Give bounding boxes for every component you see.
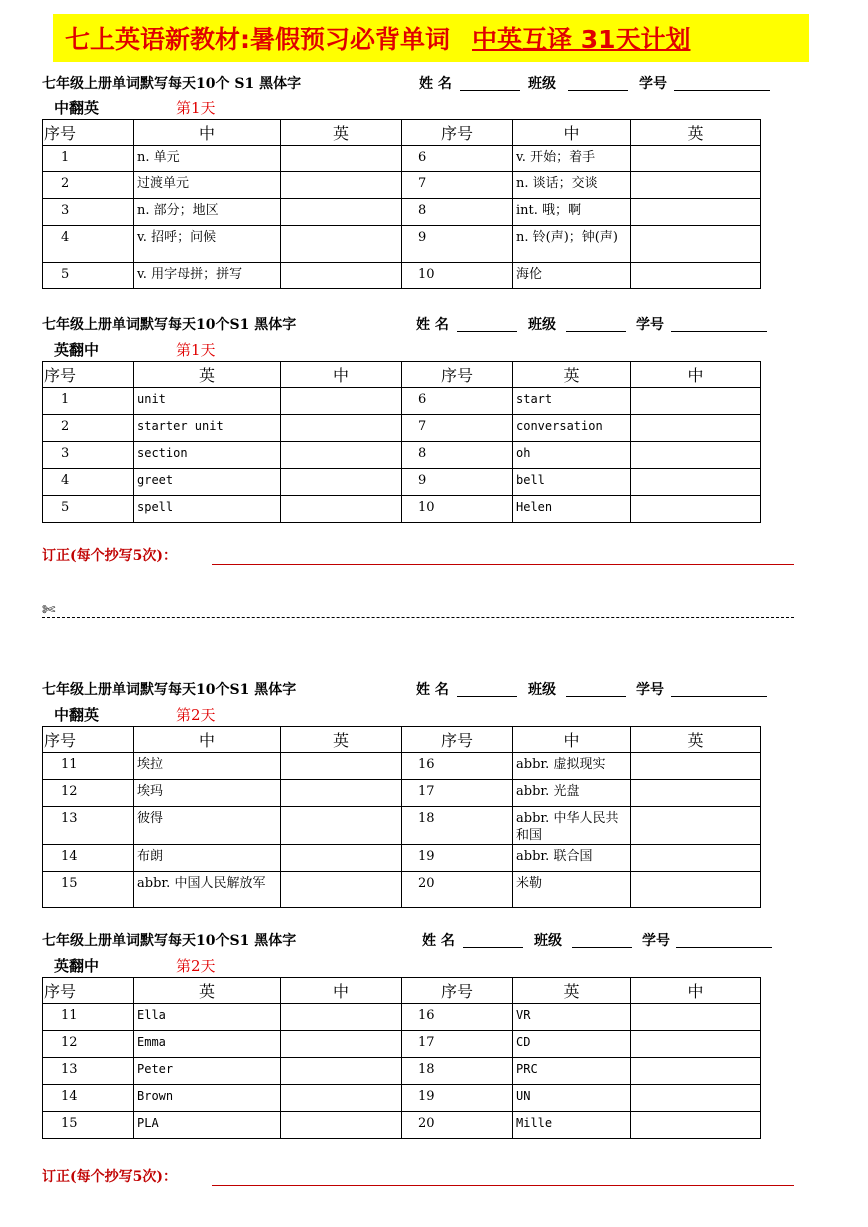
row-number: 20 <box>402 872 513 908</box>
class-line[interactable] <box>566 331 626 332</box>
vocab-table-day2-en <box>42 977 761 1139</box>
prompt-cell: abbr. 中华人民共和国 <box>513 807 631 845</box>
prompt-cell: 过渡单元 <box>134 172 281 199</box>
row-number: 6 <box>402 146 513 172</box>
table-row <box>43 1004 761 1031</box>
prompt-cell: UN <box>513 1085 631 1112</box>
table-row <box>43 415 761 442</box>
answer-cell[interactable] <box>631 226 761 263</box>
prompt-cell: abbr. 联合国 <box>513 845 631 872</box>
row-number: 1 <box>43 146 134 172</box>
id-line[interactable] <box>671 331 767 332</box>
section-header <box>42 679 782 699</box>
section-header <box>42 73 782 93</box>
prompt-cell: CD <box>513 1031 631 1058</box>
name-label: 姓 名 <box>416 682 449 698</box>
row-number: 7 <box>402 172 513 199</box>
row-number: 18 <box>402 1058 513 1085</box>
prompt-cell: 米勒 <box>513 872 631 908</box>
class-line[interactable] <box>566 696 626 697</box>
id-line[interactable] <box>676 947 772 948</box>
prompt-cell: int. 哦；啊 <box>513 199 631 226</box>
row-number: 13 <box>43 807 134 845</box>
row-number: 4 <box>43 469 134 496</box>
table-row <box>43 1031 761 1058</box>
col-header-en: 英 <box>134 362 281 388</box>
answer-cell[interactable] <box>281 1112 402 1139</box>
name-line[interactable] <box>463 947 523 948</box>
answer-cell[interactable] <box>281 388 402 415</box>
col-header-seq: 序号 <box>43 362 134 388</box>
row-number: 11 <box>43 1004 134 1031</box>
table-row <box>43 226 761 263</box>
col-header-en: 英 <box>134 978 281 1004</box>
answer-cell[interactable] <box>631 442 761 469</box>
table-row <box>43 872 761 908</box>
row-number: 9 <box>402 469 513 496</box>
name-line[interactable] <box>460 90 520 91</box>
prompt-cell: oh <box>513 442 631 469</box>
row-number: 20 <box>402 1112 513 1139</box>
row-number: 15 <box>43 1112 134 1139</box>
answer-cell[interactable] <box>631 780 761 807</box>
answer-cell[interactable] <box>281 872 402 908</box>
answer-cell[interactable] <box>281 415 402 442</box>
prompt-cell: PLA <box>134 1112 281 1139</box>
row-number: 19 <box>402 845 513 872</box>
prompt-cell: 彼得 <box>134 807 281 845</box>
col-header-seq: 序号 <box>43 978 134 1004</box>
answer-cell[interactable] <box>281 1058 402 1085</box>
answer-cell[interactable] <box>631 146 761 172</box>
prompt-cell: Mille <box>513 1112 631 1139</box>
prompt-cell: Brown <box>134 1085 281 1112</box>
answer-cell[interactable] <box>631 753 761 780</box>
col-header-zh: 中 <box>631 978 761 1004</box>
table-row <box>43 172 761 199</box>
row-number: 15 <box>43 872 134 908</box>
prompt-cell: n. 谈话；交谈 <box>513 172 631 199</box>
col-header-zh: 中 <box>281 362 402 388</box>
col-header-seq: 序号 <box>402 727 513 753</box>
row-number: 3 <box>43 199 134 226</box>
table-header-row <box>43 978 761 1004</box>
answer-cell[interactable] <box>631 263 761 289</box>
id-label: 学号 <box>642 933 670 949</box>
table-row <box>43 146 761 172</box>
row-number: 19 <box>402 1085 513 1112</box>
class-label: 班级 <box>528 682 556 698</box>
row-number: 5 <box>43 496 134 523</box>
name-line[interactable] <box>457 331 517 332</box>
row-number: 12 <box>43 780 134 807</box>
day-label: 第1天 <box>176 341 216 359</box>
answer-cell[interactable] <box>631 1112 761 1139</box>
row-number: 14 <box>43 1085 134 1112</box>
prompt-cell: 埃拉 <box>134 753 281 780</box>
id-line[interactable] <box>671 696 767 697</box>
answer-cell[interactable] <box>281 199 402 226</box>
correction-label: 订正(每个抄写5次)： <box>42 548 177 564</box>
table-row <box>43 1112 761 1139</box>
table-row <box>43 496 761 523</box>
scissors-icon: ✄ <box>42 600 56 619</box>
table-row <box>43 469 761 496</box>
page-banner <box>53 14 809 62</box>
answer-cell[interactable] <box>281 1004 402 1031</box>
prompt-cell: n. 部分；地区 <box>134 199 281 226</box>
answer-cell[interactable] <box>281 1031 402 1058</box>
prompt-cell: start <box>513 388 631 415</box>
answer-cell[interactable] <box>631 845 761 872</box>
row-number: 18 <box>402 807 513 845</box>
col-header-zh: 中 <box>513 727 631 753</box>
col-header-en: 英 <box>513 978 631 1004</box>
table-header-row <box>43 727 761 753</box>
table-header-row <box>43 120 761 146</box>
col-header-en: 英 <box>281 727 402 753</box>
row-number: 6 <box>402 388 513 415</box>
answer-cell[interactable] <box>631 1004 761 1031</box>
prompt-cell: 海伦 <box>513 263 631 289</box>
col-header-zh: 中 <box>281 978 402 1004</box>
banner-subtitle: 中英互译 31天计划 <box>472 25 691 54</box>
answer-cell[interactable] <box>631 388 761 415</box>
prompt-cell: Ella <box>134 1004 281 1031</box>
row-number: 10 <box>402 496 513 523</box>
prompt-cell: unit <box>134 388 281 415</box>
vocab-table-day1-zh <box>42 119 761 289</box>
answer-cell[interactable] <box>631 496 761 523</box>
row-number: 8 <box>402 442 513 469</box>
vocab-table-day2-zh <box>42 726 761 908</box>
correction-line[interactable] <box>212 564 794 565</box>
row-number: 2 <box>43 172 134 199</box>
prompt-cell: 埃玛 <box>134 780 281 807</box>
col-header-en: 英 <box>513 362 631 388</box>
correction-row <box>42 545 177 567</box>
answer-cell[interactable] <box>281 780 402 807</box>
name-label: 姓 名 <box>422 933 455 949</box>
class-label: 班级 <box>534 933 562 949</box>
row-number: 16 <box>402 753 513 780</box>
col-header-seq: 序号 <box>43 120 134 146</box>
answer-cell[interactable] <box>281 226 402 263</box>
prompt-cell: greet <box>134 469 281 496</box>
name-line[interactable] <box>457 696 517 697</box>
row-number: 10 <box>402 263 513 289</box>
mode-label: 英翻中 <box>54 341 100 359</box>
answer-cell[interactable] <box>281 263 402 289</box>
table-row <box>43 199 761 226</box>
answer-cell[interactable] <box>281 845 402 872</box>
section-title: 七年级上册单词默写每天10个S1 黑体字 <box>42 933 297 949</box>
answer-cell[interactable] <box>281 146 402 172</box>
table-row <box>43 807 761 845</box>
col-header-en: 英 <box>281 120 402 146</box>
row-number: 11 <box>43 753 134 780</box>
prompt-cell: Emma <box>134 1031 281 1058</box>
col-header-zh: 中 <box>134 120 281 146</box>
col-header-en: 英 <box>631 120 761 146</box>
id-label: 学号 <box>636 317 664 333</box>
section-title: 七年级上册单词默写每天10个S1 黑体字 <box>42 317 297 333</box>
mode-label: 英翻中 <box>54 957 100 975</box>
prompt-cell: Helen <box>513 496 631 523</box>
table-row <box>43 780 761 807</box>
prompt-cell: bell <box>513 469 631 496</box>
col-header-seq: 序号 <box>43 727 134 753</box>
answer-cell[interactable] <box>281 172 402 199</box>
prompt-cell: n. 单元 <box>134 146 281 172</box>
answer-cell[interactable] <box>631 1085 761 1112</box>
row-number: 16 <box>402 1004 513 1031</box>
table-row <box>43 388 761 415</box>
table-row <box>43 1058 761 1085</box>
prompt-cell: abbr. 光盘 <box>513 780 631 807</box>
col-header-seq: 序号 <box>402 978 513 1004</box>
answer-cell[interactable] <box>281 753 402 780</box>
prompt-cell: Peter <box>134 1058 281 1085</box>
table-row <box>43 442 761 469</box>
id-line[interactable] <box>674 90 770 91</box>
correction-row <box>42 1166 177 1188</box>
answer-cell[interactable] <box>631 415 761 442</box>
dashed-divider <box>42 617 794 618</box>
name-label: 姓 名 <box>419 76 452 92</box>
prompt-cell: starter unit <box>134 415 281 442</box>
table-row <box>43 845 761 872</box>
answer-cell[interactable] <box>631 807 761 845</box>
row-number: 12 <box>43 1031 134 1058</box>
answer-cell[interactable] <box>631 199 761 226</box>
table-header-row <box>43 362 761 388</box>
answer-cell[interactable] <box>281 496 402 523</box>
day-label: 第2天 <box>176 706 216 724</box>
row-number: 17 <box>402 780 513 807</box>
prompt-cell: n. 铃(声)；钟(声) <box>513 226 631 263</box>
mode-label: 中翻英 <box>54 706 100 724</box>
table-row <box>43 753 761 780</box>
prompt-cell: conversation <box>513 415 631 442</box>
answer-cell[interactable] <box>631 1031 761 1058</box>
row-number: 3 <box>43 442 134 469</box>
answer-cell[interactable] <box>281 807 402 845</box>
class-line[interactable] <box>572 947 632 948</box>
col-header-en: 英 <box>631 727 761 753</box>
name-label: 姓 名 <box>416 317 449 333</box>
vocab-table-day1-en <box>42 361 761 523</box>
row-number: 17 <box>402 1031 513 1058</box>
correction-line[interactable] <box>212 1185 794 1186</box>
col-header-seq: 序号 <box>402 120 513 146</box>
col-header-zh: 中 <box>513 120 631 146</box>
prompt-cell: v. 开始；着手 <box>513 146 631 172</box>
row-number: 1 <box>43 388 134 415</box>
section-header <box>42 930 782 950</box>
day-label: 第2天 <box>176 957 216 975</box>
prompt-cell: abbr. 中国人民解放军 <box>134 872 281 908</box>
prompt-cell: PRC <box>513 1058 631 1085</box>
class-label: 班级 <box>528 317 556 333</box>
section-title: 七年级上册单词默写每天10个 S1 黑体字 <box>42 76 302 92</box>
row-number: 13 <box>43 1058 134 1085</box>
prompt-cell: v. 招呼；问候 <box>134 226 281 263</box>
section-title: 七年级上册单词默写每天10个S1 黑体字 <box>42 682 297 698</box>
class-label: 班级 <box>528 76 556 92</box>
table-row <box>43 1085 761 1112</box>
answer-cell[interactable] <box>281 442 402 469</box>
row-number: 8 <box>402 199 513 226</box>
prompt-cell: section <box>134 442 281 469</box>
prompt-cell: v. 用字母拼；拼写 <box>134 263 281 289</box>
prompt-cell: spell <box>134 496 281 523</box>
answer-cell[interactable] <box>281 1085 402 1112</box>
day-label: 第1天 <box>176 99 216 117</box>
mode-label: 中翻英 <box>54 99 100 117</box>
col-header-zh: 中 <box>134 727 281 753</box>
row-number: 4 <box>43 226 134 263</box>
answer-cell[interactable] <box>281 469 402 496</box>
prompt-cell: abbr. 虚拟现实 <box>513 753 631 780</box>
row-number: 5 <box>43 263 134 289</box>
answer-cell[interactable] <box>631 172 761 199</box>
answer-cell[interactable] <box>631 469 761 496</box>
table-row <box>43 263 761 289</box>
row-number: 2 <box>43 415 134 442</box>
cut-line <box>42 602 794 622</box>
row-number: 14 <box>43 845 134 872</box>
prompt-cell: 布朗 <box>134 845 281 872</box>
col-header-zh: 中 <box>631 362 761 388</box>
id-label: 学号 <box>636 682 664 698</box>
answer-cell[interactable] <box>631 872 761 908</box>
banner-title: 七上英语新教材:暑假预习必背单词 <box>65 25 450 54</box>
row-number: 7 <box>402 415 513 442</box>
class-line[interactable] <box>568 90 628 91</box>
answer-cell[interactable] <box>631 1058 761 1085</box>
row-number: 9 <box>402 226 513 263</box>
col-header-seq: 序号 <box>402 362 513 388</box>
section-header <box>42 314 782 334</box>
prompt-cell: VR <box>513 1004 631 1031</box>
id-label: 学号 <box>639 76 667 92</box>
correction-label: 订正(每个抄写5次)： <box>42 1169 177 1185</box>
